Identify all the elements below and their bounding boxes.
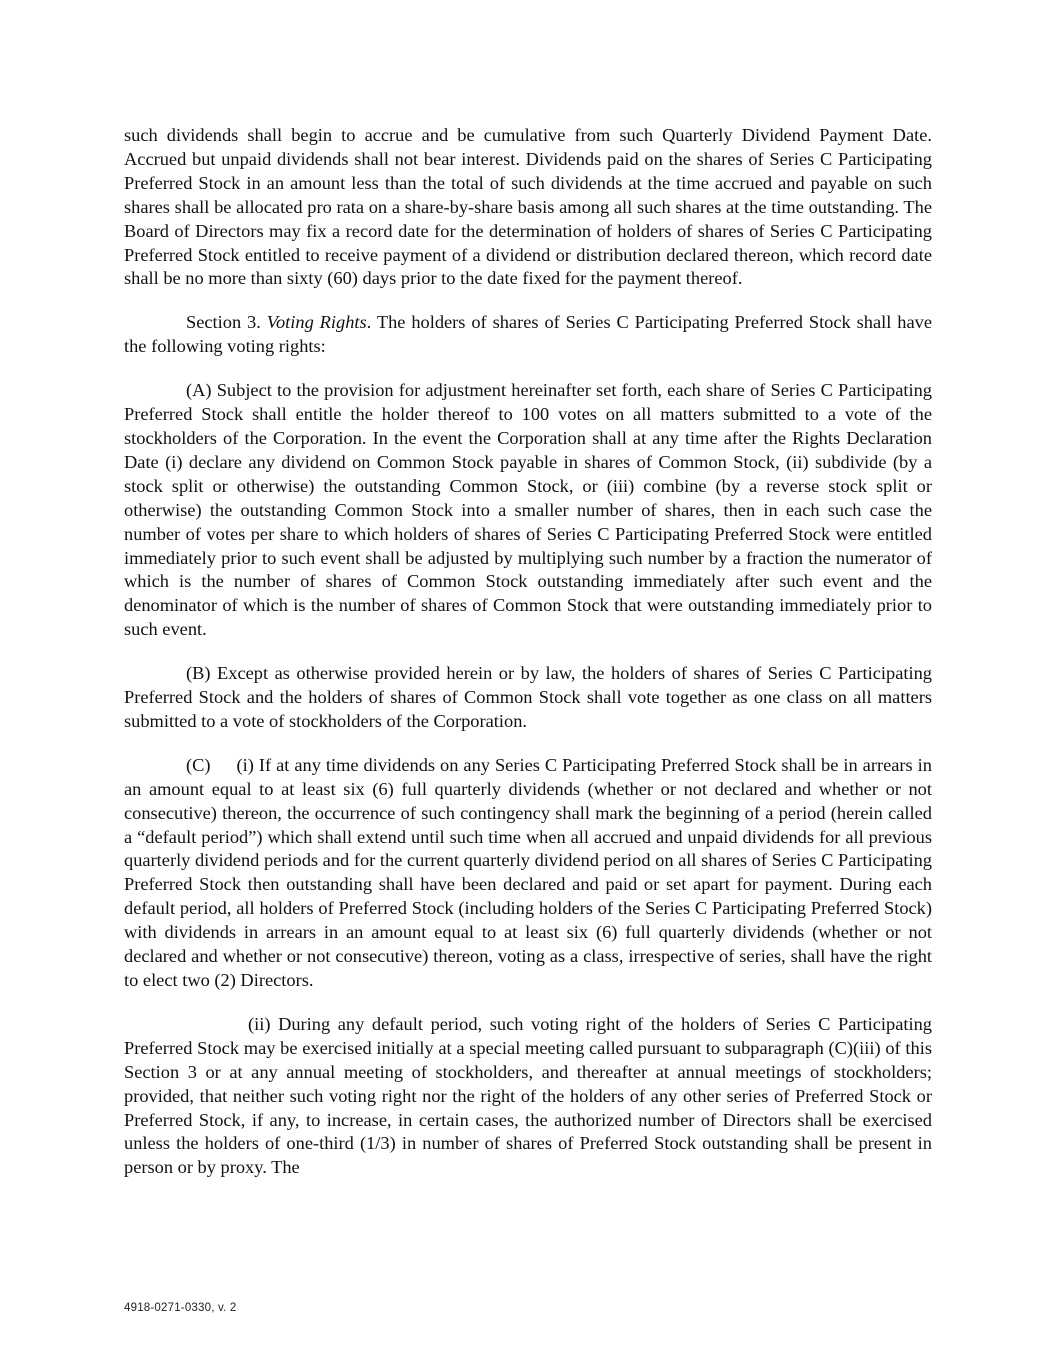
paragraph-a: (A) Subject to the provision for adjustment hereinafter set forth, each share of Series C Participating Preferred Stock shall entitle the holder thereof to 100 votes on all matters submitted to a vote of the stockholders of the Corporation. In the event the Corporation shall at any time after the Rights Declaration Date (i) declare any dividend on Common Stock payable in shares of Common Stock, (ii) subdivide (by a stock split or otherwise) the outstanding Common Stock, or (iii) combine (by a reverse stock split or otherwise) the outstanding Common Stock into a smaller number of shares, then in each such case the number of votes per share to which holders of shares of Series C Participating Preferred Stock were entitled immediately prior to such event shall be adjusted by multiplying such number by a fraction the numerator of which is the number of shares of Common Stock outstanding immediately after such event and the denominator of which is the number of shares of Common Stock that were outstanding immediately prior to such event.: [124, 380, 932, 640]
paragraph-section-3: [124, 311, 932, 359]
paragraph-c-i-text: (i) If at any time dividends on any Series C Participating Preferred Stock shall be in arrears in an amount equal to at least six (6) full quarterly dividends (whether or not declared and whether or not consecutive) thereon, the occurrence of such contingency shall mark the beginning of a period (herein called a “default period”) which shall extend until such time when all accrued and unpaid dividends for all previous quarterly dividend periods and for the current quarterly dividend period on all shares of Series C Participating Preferred Stock then outstanding shall have been declared and paid or set apart for payment. During each default period, all holders of Preferred Stock (including holders of the Series C Participating Preferred Stock) with dividends in arrears in an amount equal to at least six (6) full quarterly dividends (whether or not declared and whether or not consecutive) thereon, voting as a class, irrespective of series, shall have the right to elect two (2) Directors.: [124, 754, 932, 990]
section-number: Section 3.: [186, 312, 261, 333]
section-intro-text: . The holders of shares of Series C Participating Preferred Stock shall have the following voting rights:: [124, 312, 932, 357]
paragraph-b: (B) Except as otherwise provided herein or by law, the holders of shares of Series C Participating Preferred Stock and the holders of shares of Common Stock shall vote together as one class on all matters submitted to a vote of stockholders of the Corporation.: [124, 663, 932, 731]
document-body: [124, 124, 932, 1200]
document-id-footer: 4918-0271-0330, v. 2: [124, 1302, 237, 1314]
paragraph-c-ii: (ii) During any default period, such voting right of the holders of Series C Participating Preferred Stock may be exercised initially at a special meeting called pursuant to subparagraph (C)(iii) of this Section 3 or at any annual meeting of stockholders, and thereafter at annual meetings of stockholders; provided, that neither such voting right nor the right of the holders of any other series of Preferred Stock or Preferred Stock, if any, to increase, in certain cases, the authorized number of Directors shall be exercised unless the holders of one-third (1/3) in number of shares of Preferred Stock outstanding shall be present in person or by proxy. The: [124, 1013, 932, 1178]
paragraph-dividends-continued: such dividends shall begin to accrue and be cumulative from such Quarterly Dividend Payment Date. Accrued but unpaid dividends shall not bear interest. Dividends paid on the shares of Series C Participating Preferred Stock in an amount less than the total of such dividends at the time accrued and payable on such shares shall be allocated pro rata on a share-by-share basis among all such shares at the time outstanding. The Board of Directors may fix a record date for the determination of holders of shares of Series C Participating Preferred Stock entitled to receive payment of a dividend or distribution declared thereon, which record date shall be no more than sixty (60) days prior to the date fixed for the payment thereof.: [124, 125, 932, 289]
section-heading: Voting Rights: [266, 312, 367, 333]
paragraph-c-label: (C): [186, 754, 211, 775]
paragraph-c-i: [124, 754, 932, 993]
